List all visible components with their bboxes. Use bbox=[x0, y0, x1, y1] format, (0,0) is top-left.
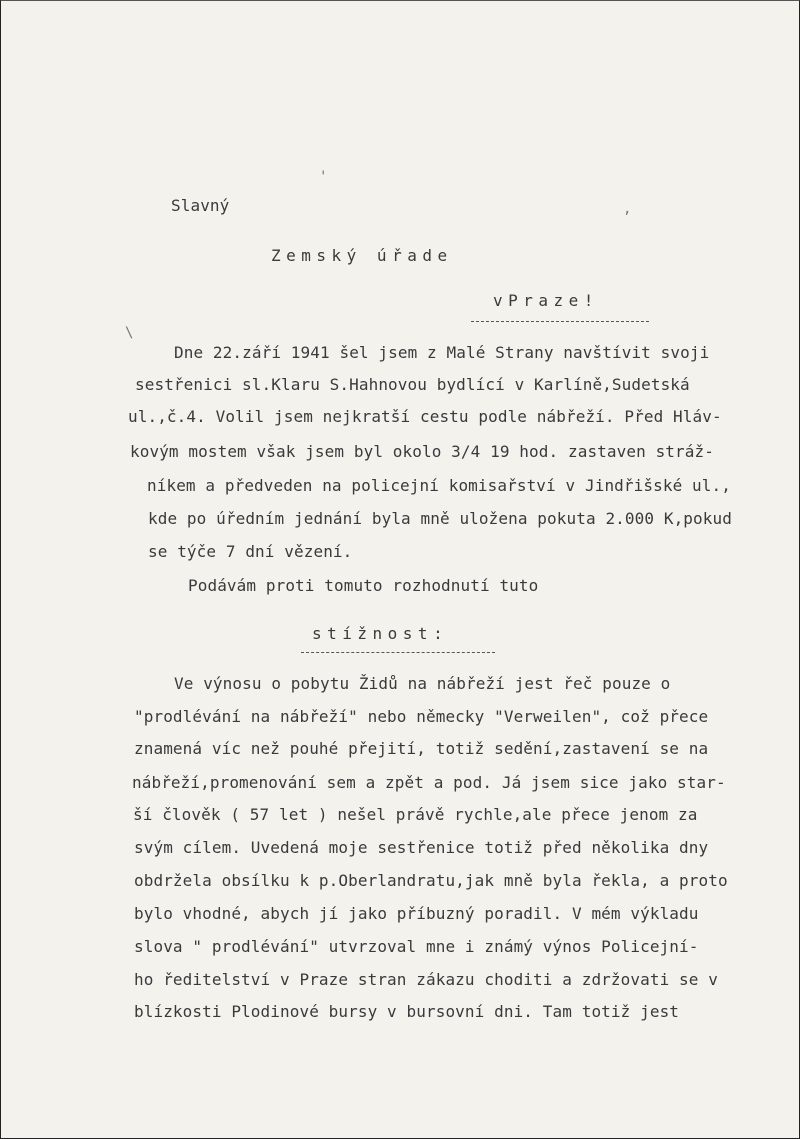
paragraph-3-line: Ve výnosu o pobytu Židů na nábřeží jest řeč pouze o bbox=[174, 674, 671, 693]
paragraph-3-line: slova " prodlévání" utvrzoval mne i známý výnos Policejní- bbox=[134, 937, 699, 956]
paragraph-3-line: obdržela obsílku k p.Oberlandratu,jak mně byla řekla, a proto bbox=[134, 871, 728, 890]
paragraph-1-line: sestřenici sl.Klaru S.Hahnovou bydlící v Karlíně,Sudetská bbox=[135, 375, 690, 394]
paragraph-3-line: ho ředitelství v Praze stran zákazu choditi a zdržovati se v bbox=[134, 970, 718, 989]
complaint-heading: stížnost: bbox=[312, 624, 449, 643]
paper-speck: ' bbox=[319, 169, 328, 185]
paragraph-1-line: se týče 7 dní vězení. bbox=[148, 542, 353, 561]
paragraph-3-line: "prodlévání na nábřeží" nebo německy "Verweilen", což přece bbox=[134, 707, 709, 726]
paragraph-3-line: znamená víc než pouhé přejití, totiž sedění,zastavení se na bbox=[134, 739, 709, 758]
salutation-line-2: Zemský úřade bbox=[271, 246, 453, 265]
paper-speck: , bbox=[623, 201, 632, 217]
paragraph-1-line: ul.,č.4. Volil jsem nejkratší cestu podle nábřeží. Před Hláv- bbox=[128, 407, 722, 426]
paragraph-3-line: blízkosti Plodinové bursy v bursovní dni. Tam totiž jest bbox=[134, 1002, 680, 1021]
paragraph-1-line: Dne 22.září 1941 šel jsem z Malé Strany navštívit svoji bbox=[174, 343, 710, 362]
salutation-line-1: Slavný bbox=[171, 196, 230, 215]
paper-speck: \ bbox=[125, 325, 134, 341]
salutation-line-3: vPraze! bbox=[493, 291, 599, 310]
paragraph-3-line: ší člověk ( 57 let ) nešel právě rychle,ale přece jenom za bbox=[133, 805, 698, 824]
paragraph-3-line: nábřeží,promenování sem a zpět a pod. Já jsem sice jako star- bbox=[132, 773, 726, 792]
paragraph-3-line: bylo vhodné, abych jí jako příbuzný poradil. V mém výkladu bbox=[134, 904, 699, 923]
salutation-underline bbox=[471, 321, 649, 322]
paragraph-3-line: svým cílem. Uvedená moje sestřenice totiž před několika dny bbox=[134, 838, 709, 857]
paragraph-1-line: kde po úředním jednání byla mně uložena pokuta 2.000 K,pokud bbox=[148, 509, 732, 528]
complaint-heading-underline bbox=[301, 652, 495, 653]
paragraph-1-line: kovým mostem však jsem byl okolo 3/4 19 hod. zastaven stráž- bbox=[130, 442, 714, 461]
paragraph-1-line: níkem a předveden na policejní komisařství v Jindřišské ul., bbox=[147, 476, 731, 495]
paragraph-2: Podávám proti tomuto rozhodnutí tuto bbox=[188, 576, 539, 595]
